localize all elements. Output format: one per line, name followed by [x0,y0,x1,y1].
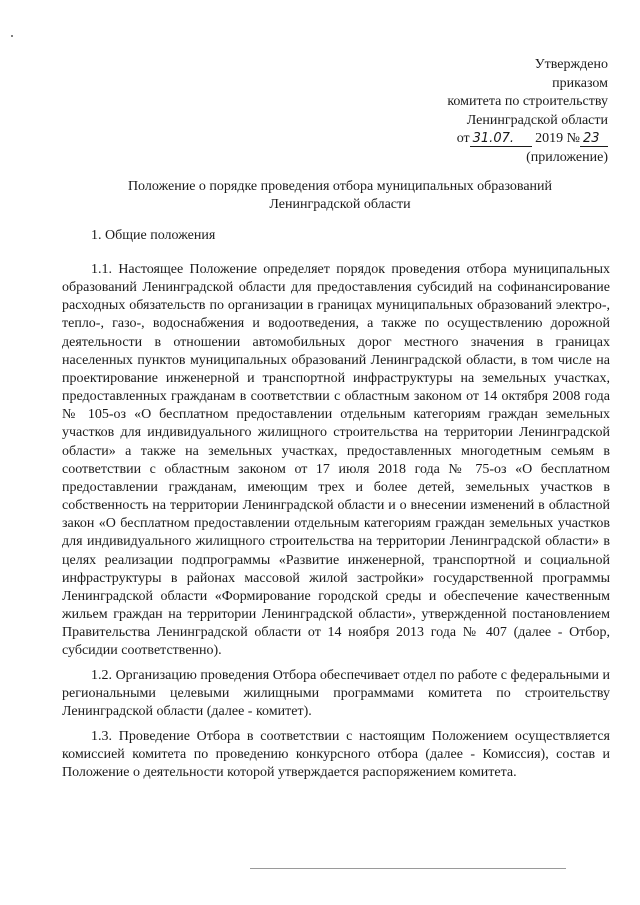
handwritten-number: 23 [580,131,608,147]
section-heading: 1. Общие положения [91,228,216,243]
approval-line-order: приказом [552,75,608,91]
paragraph-1-3: 1.3. Проведение Отбора в соответствии с настоящим Положением осуществляется комиссией комитета по проведению конкурсного отбора (далее - Комиссия), состав и Положение о деятельности которой утверждается распоряжением комитета. [62,729,610,781]
date-prefix: от [456,131,470,146]
approval-line-approved: Утверждено [534,57,608,72]
title-line-1: Положение о порядке проведения отбора муниципальных образований [127,179,553,194]
title-line-2: Ленинградской области [269,197,411,212]
approval-line-committee: комитета по строительству [447,94,608,109]
approval-date-line [447,130,608,149]
approval-note: (приложение) [526,149,608,165]
paragraph-1-1: 1.1. Настоящее Положение определяет порядок проведения отбора муниципальных образований Ленинградской области для предоставления субсидий на софинансирование расходных обязательств по организации в границах муниципальных образований электро-, тепло-, газо-, водоснабжения и водоотведения, а также по осуществлению дорожной деятельности в отношении автомобильных дорог местного значения в границах населенных пунктов муниципальных образований Ленинградской области, в том числе на проектирование инженерной и транспортной инфраструктуры на земельных участках, предоставленных гражданам в соответствии с областным законом от 14 октября 2008 года № 105-оз «О бесплатном предоставлении отдельным категориям граждан земельных участков для индивидуального жилищного строительства на территории Ленинградской области» а также на земельных участках, предоставленных многодетным семьям в соответствии с областным законом от 17 июля 2018 года № 75-оз «О бесплатном предоставлении гражданам, имеющим трех и более детей, земельных участков в собственность на территории Ленинградской области и о внесении изменений в областной закон «О бесплатном предоставлении отдельным категориям граждан земельных участков для индивидуального жилищного строительства на территории Ленинградской области» в целях реализации подпрограммы «Развитие инженерной, транспортной и социальной инфраструктуры в районах массовой жилой застройки» государственной программы Ленинградской области «Формирование городской среды и обеспечение качественным жильем граждан на территории Ленинградской области», утвержденной постановлением Правительства Ленинградской области от 14 ноября 2013 года № 407 (далее - Отбор, субсидии соответственно). [62,262,610,659]
document-title [60,178,620,214]
paragraph-1-2: 1.2. Организацию проведения Отбора обеспечивает отдел по работе с федеральными и региональными целевыми жилищными программами комитета по строительству Ленинградской области (далее - комитет). [62,668,610,720]
approval-stamp-block [447,56,608,167]
approval-year: 2019 [535,131,564,146]
scan-speck [11,35,13,37]
scan-bottom-rule [250,868,566,869]
handwritten-date: 31.07. [470,131,532,147]
number-sign: № [566,131,580,146]
approval-line-region: Ленинградской области [466,112,608,128]
